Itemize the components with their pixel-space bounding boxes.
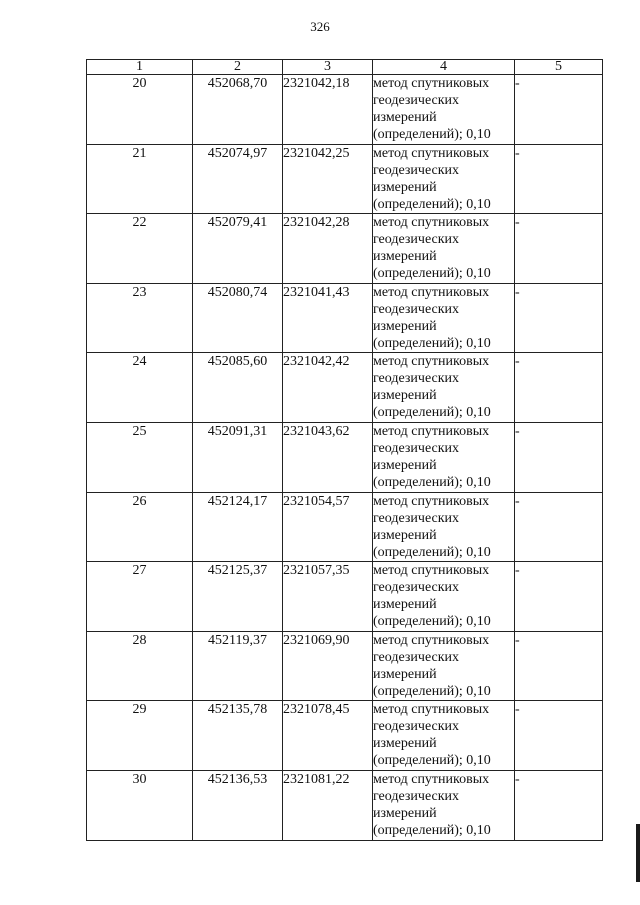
table-row <box>87 144 603 214</box>
x-coordinate-cell: 452068,70 <box>193 75 283 145</box>
table-row <box>87 353 603 423</box>
page-number: 326 <box>310 19 330 34</box>
point-number-cell: 23 <box>87 283 193 353</box>
x-coordinate-cell: 452119,37 <box>193 631 283 701</box>
method-cell: метод спутниковых геодезических измерений (определений); 0,10 <box>373 283 515 353</box>
y-coordinate-cell: 2321042,25 <box>283 144 373 214</box>
note-cell: - <box>515 701 603 771</box>
point-number-cell: 30 <box>87 770 193 840</box>
y-coordinate-cell: 2321078,45 <box>283 701 373 771</box>
point-number-cell: 26 <box>87 492 193 562</box>
x-coordinate-cell: 452136,53 <box>193 770 283 840</box>
table-row <box>87 422 603 492</box>
method-cell: метод спутниковых геодезических измерений (определений); 0,10 <box>373 353 515 423</box>
point-number-cell: 24 <box>87 353 193 423</box>
table-row <box>87 631 603 701</box>
point-number-cell: 29 <box>87 701 193 771</box>
coordinates-table <box>86 59 603 841</box>
method-cell: метод спутниковых геодезических измерений (определений); 0,10 <box>373 144 515 214</box>
x-coordinate-cell: 452124,17 <box>193 492 283 562</box>
note-cell: - <box>515 770 603 840</box>
note-cell: - <box>515 283 603 353</box>
x-coordinate-cell: 452080,74 <box>193 283 283 353</box>
table-row <box>87 492 603 562</box>
table-body <box>87 75 603 841</box>
note-cell: - <box>515 562 603 632</box>
method-cell: метод спутниковых геодезических измерений (определений); 0,10 <box>373 422 515 492</box>
table-row <box>87 562 603 632</box>
method-cell: метод спутниковых геодезических измерений (определений); 0,10 <box>373 562 515 632</box>
point-number-cell: 27 <box>87 562 193 632</box>
note-cell: - <box>515 75 603 145</box>
note-cell: - <box>515 422 603 492</box>
y-coordinate-cell: 2321043,62 <box>283 422 373 492</box>
x-coordinate-cell: 452091,31 <box>193 422 283 492</box>
y-coordinate-cell: 2321041,43 <box>283 283 373 353</box>
note-cell: - <box>515 492 603 562</box>
y-coordinate-cell: 2321054,57 <box>283 492 373 562</box>
column-header-2: 2 <box>193 60 283 75</box>
method-cell: метод спутниковых геодезических измерений (определений); 0,10 <box>373 214 515 284</box>
table-row <box>87 283 603 353</box>
y-coordinate-cell: 2321069,90 <box>283 631 373 701</box>
table-row <box>87 770 603 840</box>
method-cell: метод спутниковых геодезических измерений (определений); 0,10 <box>373 631 515 701</box>
column-header-5: 5 <box>515 60 603 75</box>
point-number-cell: 20 <box>87 75 193 145</box>
note-cell: - <box>515 144 603 214</box>
column-header-3: 3 <box>283 60 373 75</box>
method-cell: метод спутниковых геодезических измерений (определений); 0,10 <box>373 770 515 840</box>
method-cell: метод спутниковых геодезических измерений (определений); 0,10 <box>373 75 515 145</box>
note-cell: - <box>515 353 603 423</box>
method-cell: метод спутниковых геодезических измерений (определений); 0,10 <box>373 492 515 562</box>
note-cell: - <box>515 214 603 284</box>
x-coordinate-cell: 452085,60 <box>193 353 283 423</box>
table-row <box>87 75 603 145</box>
table-row <box>87 214 603 284</box>
y-coordinate-cell: 2321042,42 <box>283 353 373 423</box>
note-cell: - <box>515 631 603 701</box>
column-header-4: 4 <box>373 60 515 75</box>
column-header-1: 1 <box>87 60 193 75</box>
table-header-row <box>87 60 603 75</box>
x-coordinate-cell: 452074,97 <box>193 144 283 214</box>
table-row <box>87 701 603 771</box>
y-coordinate-cell: 2321057,35 <box>283 562 373 632</box>
y-coordinate-cell: 2321081,22 <box>283 770 373 840</box>
point-number-cell: 28 <box>87 631 193 701</box>
x-coordinate-cell: 452135,78 <box>193 701 283 771</box>
y-coordinate-cell: 2321042,28 <box>283 214 373 284</box>
method-cell: метод спутниковых геодезических измерений (определений); 0,10 <box>373 701 515 771</box>
y-coordinate-cell: 2321042,18 <box>283 75 373 145</box>
point-number-cell: 22 <box>87 214 193 284</box>
point-number-cell: 25 <box>87 422 193 492</box>
point-number-cell: 21 <box>87 144 193 214</box>
x-coordinate-cell: 452079,41 <box>193 214 283 284</box>
page-edge-mark <box>636 824 640 882</box>
x-coordinate-cell: 452125,37 <box>193 562 283 632</box>
